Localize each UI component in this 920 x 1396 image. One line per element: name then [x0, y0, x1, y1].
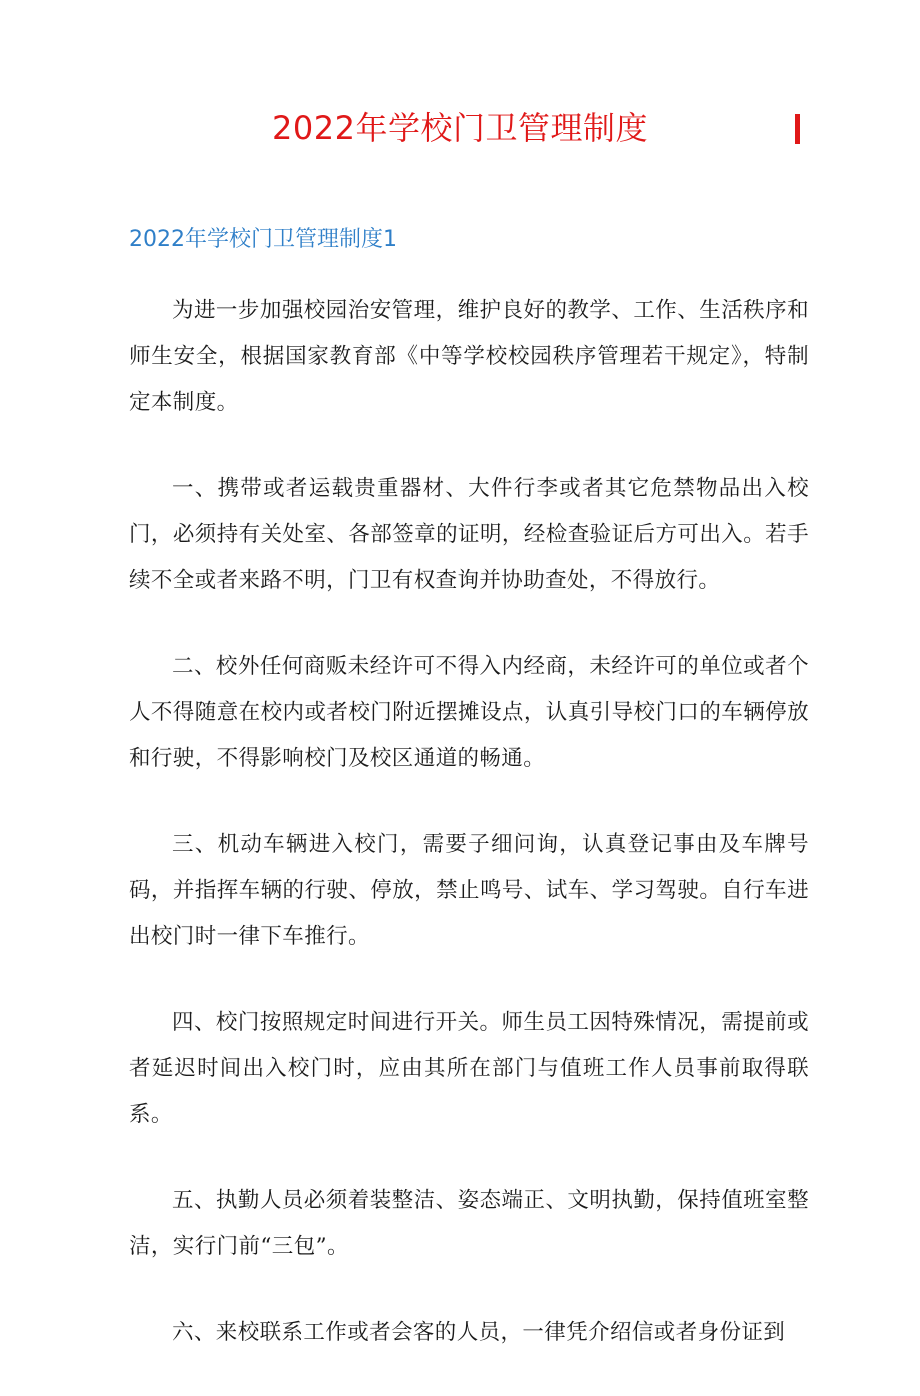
document-title: 2022年学校门卫管理制度 [272, 109, 648, 147]
title-marker-bar [795, 114, 800, 144]
paragraph-rule-3: 三、机动车辆进入校门，需要子细问询，认真登记事由及车牌号码，并指挥车辆的行驶、停放，禁止鸣号、试车、学习驾驶。自行车进出校门时一律下车推行。 [129, 832, 809, 949]
paragraph-rule-2: 二、校外任何商贩未经许可不得入内经商，未经许可的单位或者个人不得随意在校内或者校门附近摆摊设点，认真引导校门口的车辆停放和行驶，不得影响校门及校区通道的畅通。 [129, 654, 809, 771]
section-heading: 2022年学校门卫管理制度1 [129, 227, 397, 252]
document-body [129, 288, 809, 1396]
paragraph-intro: 为进一步加强校园治安管理，维护良好的教学、工作、生活秩序和师生安全，根据国家教育部《中等学校校园秩序管理若干规定》，特制定本制度。 [129, 298, 809, 415]
paragraph-rule-5: 五、执勤人员必须着装整洁、姿态端正、文明执勤，保持值班室整洁，实行门前“三包”。 [129, 1188, 809, 1259]
paragraph-rule-4: 四、校门按照规定时间进行开关。师生员工因特殊情况，需提前或者延迟时间出入校门时，应由其所在部门与值班工作人员事前取得联系。 [129, 1010, 809, 1127]
paragraph-rule-1: 一、携带或者运载贵重器材、大件行李或者其它危禁物品出入校门，必须持有关处室、各部签章的证明，经检查验证后方可出入。若手续不全或者来路不明，门卫有权查询并协助查处，不得放行。 [129, 476, 809, 593]
paragraph-rule-6: 六、来校联系工作或者会客的人员，一律凭介绍信或者身份证到 [172, 1320, 786, 1345]
